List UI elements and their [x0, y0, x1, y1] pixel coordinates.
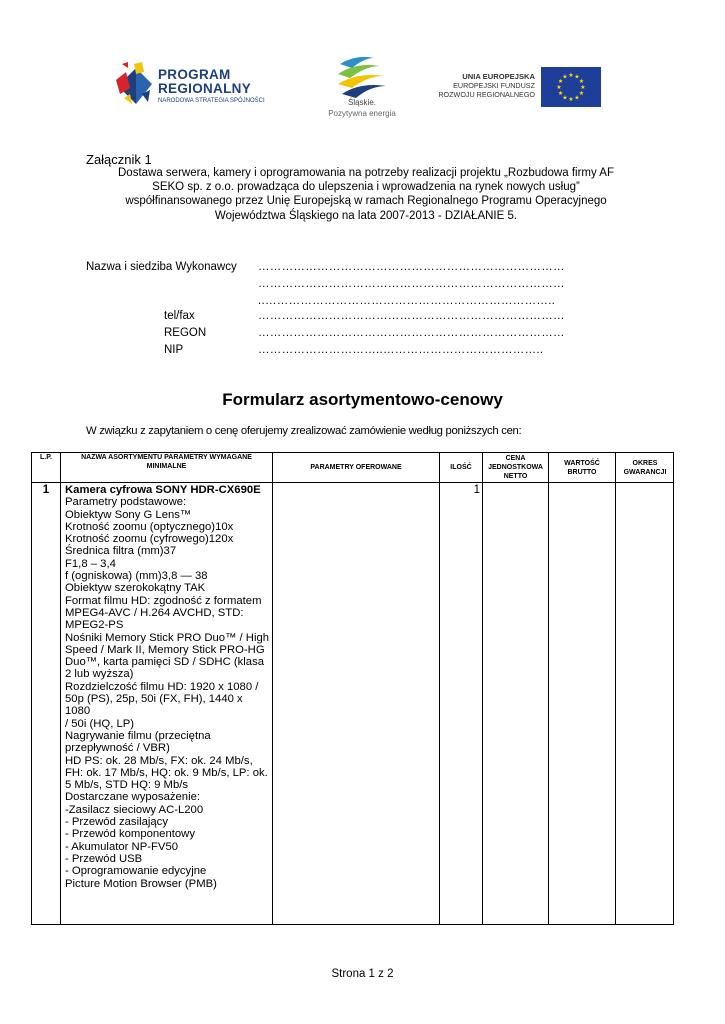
- eu-star-icon: ★: [568, 97, 574, 103]
- form-title: Formularz asortymentowo-cenowy: [222, 390, 503, 409]
- row-1-gross-cell[interactable]: [549, 483, 615, 924]
- eu-star-icon: ★: [562, 95, 568, 102]
- row-1-spec-line: MPEG4-AVC / H.264 AVCHD, STD:: [65, 606, 244, 619]
- tel-label: tel/fax: [164, 310, 195, 322]
- row-1-spec-line: -Zasilacz sieciowy AC-L200: [65, 803, 204, 816]
- row-1-spec-line: MPEG2-PS: [65, 619, 124, 632]
- row-1-spec-line: - Przewód USB: [65, 852, 143, 865]
- slaskie-wave-icon: [330, 54, 394, 98]
- row-1-spec-line: - Przewód komponentowy: [65, 828, 195, 841]
- row-1-spec-line: Krotność zoomu (cyfrowego)120x: [65, 533, 234, 546]
- eu-star-icon: ★: [580, 85, 586, 91]
- eu-star-icon: ★: [574, 74, 580, 81]
- row-1-spec-line: / 50i (HQ, LP): [65, 717, 135, 730]
- eu-line3: ROZWOJU REGIONALNEGO: [438, 90, 535, 99]
- col-header-unit-price: CENA JEDNOSTKOWA NETTO: [488, 455, 543, 480]
- intro-line-3: współfinansowanego przez Unię Europejską w ramach Regionalnego Programu Operacyjnego: [125, 195, 607, 208]
- row-1-spec-line: F1,8 – 3,4: [65, 557, 116, 570]
- row-1-spec-line: przepływność / VBR): [65, 742, 170, 755]
- intro-line-2: SEKO sp. z o.o. prowadząca do ulepszenia i wprowadzenia na rynek nowych usług”: [152, 181, 580, 194]
- eu-star-icon: ★: [556, 85, 562, 91]
- tel-field[interactable]: ……………………………………………………………………: [258, 310, 565, 322]
- row-1-description: [65, 484, 270, 890]
- eu-line1: UNIA EUROPEJSKA: [462, 72, 535, 81]
- row-1-spec-line: Obiektyw szerokokątny TAK: [65, 582, 206, 595]
- row-1-spec-line: 2 lub wyższa): [65, 668, 134, 681]
- eu-star-icon: ★: [578, 91, 585, 97]
- slaskie-slogan: Pozytywna energia: [328, 109, 396, 118]
- nip-label: NIP: [164, 344, 184, 356]
- row-1-spec-line: Krotność zoomu (optycznego)10x: [65, 520, 234, 533]
- row-1-spec-line: Nagrywanie filmu (przeciętna: [65, 729, 211, 742]
- row-1-spec-line: Duo™, karta pamięci SD / SDHC (klasa: [65, 656, 265, 669]
- contractor-name-field[interactable]: ……………………………………………………………………: [258, 261, 565, 273]
- row-1-unit-price-cell[interactable]: [483, 483, 548, 924]
- eu-star-icon: ★: [557, 79, 564, 85]
- col-header-name: NAZWA ASORTYMENTU PARAMETRY WYMAGANE MINIMALNE: [81, 454, 252, 470]
- page-number: Strona 1 z 2: [331, 968, 394, 980]
- row-1-spec-line: Nośniki Memory Stick PRO Duo™ / High: [65, 631, 270, 644]
- program-regionalny-logo: [112, 58, 282, 110]
- col-header-offered: PARAMETRY OFEROWANE: [310, 464, 402, 471]
- col-header-gross: WARTOŚĆ BRUTTO: [564, 459, 600, 476]
- contractor-address-field[interactable]: ……………………………………………………………………: [258, 278, 565, 290]
- row-1-offered-params-cell[interactable]: [273, 483, 439, 924]
- row-1-spec-line: FH: ok. 17 Mb/s, HQ: ok. 9 Mb/s, LP: ok.: [65, 766, 268, 779]
- eu-star-icon: ★: [574, 95, 580, 102]
- regon-field[interactable]: ……………………………………………………………………: [258, 327, 565, 339]
- slaskie-logo: [330, 54, 394, 124]
- eu-star-icon: ★: [557, 91, 564, 97]
- program-regionalny-emblem-icon: [112, 58, 156, 110]
- eu-star-icon: ★: [568, 73, 574, 79]
- program-regionalny-line2: REGIONALNY: [158, 81, 252, 96]
- eu-flag-icon: [541, 67, 601, 107]
- row-1-lp: 1: [42, 484, 50, 496]
- row-1-spec-line: - Akumulator NP-FV50: [65, 840, 179, 853]
- eu-star-icon: ★: [562, 74, 568, 81]
- row-1-spec-line: Rozdzielczość filmu HD: 1920 x 1080 /: [65, 680, 259, 693]
- contractor-name-label: Nazwa i siedziba Wykonawcy: [86, 261, 237, 273]
- attachment-label: Załącznik 1: [86, 152, 152, 167]
- row-1-spec-line: Parametry podstawowe:: [65, 496, 187, 509]
- row-1-spec-line: - Przewód zasilający: [65, 816, 168, 829]
- row-1-spec-line: HD PS: ok. 28 Mb/s, FX: ok. 24 Mb/s,: [65, 754, 253, 767]
- contractor-address-field-2[interactable]: ..………………………………………………………………..: [258, 295, 556, 307]
- regon-label: REGON: [164, 327, 207, 339]
- program-regionalny-line3: NARODOWA STRATEGIA SPÓJNOŚCI: [158, 98, 265, 104]
- row-1-spec-line: Obiektyw Sony G Lens™: [65, 508, 192, 521]
- program-regionalny-line1: PROGRAM: [158, 67, 231, 82]
- row-1-spec-line: Dostarczane wyposażenie:: [65, 791, 201, 804]
- row-1-spec-line: - Oprogramowanie edycyjne: [65, 865, 207, 878]
- intro-line-4: Województwa Śląskiego na lata 2007-2013 - DZIAŁANIE 5.: [214, 209, 518, 222]
- request-text: W związku z zapytaniem o cenę oferujemy zrealizować zamówienie według poniższych cen:: [86, 425, 522, 437]
- project-description: [80, 166, 652, 223]
- eu-line2: EUROPEJSKI FUNDUSZ: [453, 81, 535, 90]
- row-1-warranty-cell[interactable]: [616, 483, 674, 924]
- intro-line-1: Dostawa serwera, kamery i oprogramowania na potrzeby realizacji projektu „Rozbudowa firmy AF: [118, 167, 614, 179]
- col-header-warranty: OKRES GWARANCJI: [623, 459, 667, 476]
- col-header-lp: L.P.: [40, 454, 52, 461]
- row-1-product-name: Kamera cyfrowa SONY HDR-CX690E: [65, 484, 261, 496]
- row-1-spec-line: Picture Motion Browser (PMB): [65, 877, 217, 890]
- row-1-spec-line: 5 Mb/s, STD HQ: 9 Mb/s: [65, 779, 189, 792]
- row-1-spec-line: 50p (PS), 25p, 50i (FX, FH), 1440 x 1080: [65, 693, 243, 718]
- row-1-spec-line: Speed / Mark II, Memory Stick PRO-HG: [65, 643, 265, 656]
- eu-text-block: [420, 72, 535, 99]
- nip-field[interactable]: …………………………..…………………………………..: [258, 344, 544, 356]
- price-table: [31, 452, 674, 925]
- row-1-spec-line: Średnica filtra (mm)37: [65, 545, 177, 558]
- col-header-qty: ILOŚĆ: [450, 464, 472, 471]
- slaskie-name: Śląskie.: [347, 98, 376, 107]
- eu-stars-icon: [541, 67, 601, 107]
- row-1-spec-line: Format filmu HD: zgodność z formatem: [65, 594, 262, 607]
- row-1-qty: 1: [473, 484, 480, 496]
- eu-star-icon: ★: [578, 79, 585, 85]
- row-1-spec-line: f (ogniskowa) (mm)3,8 — 38: [65, 570, 208, 583]
